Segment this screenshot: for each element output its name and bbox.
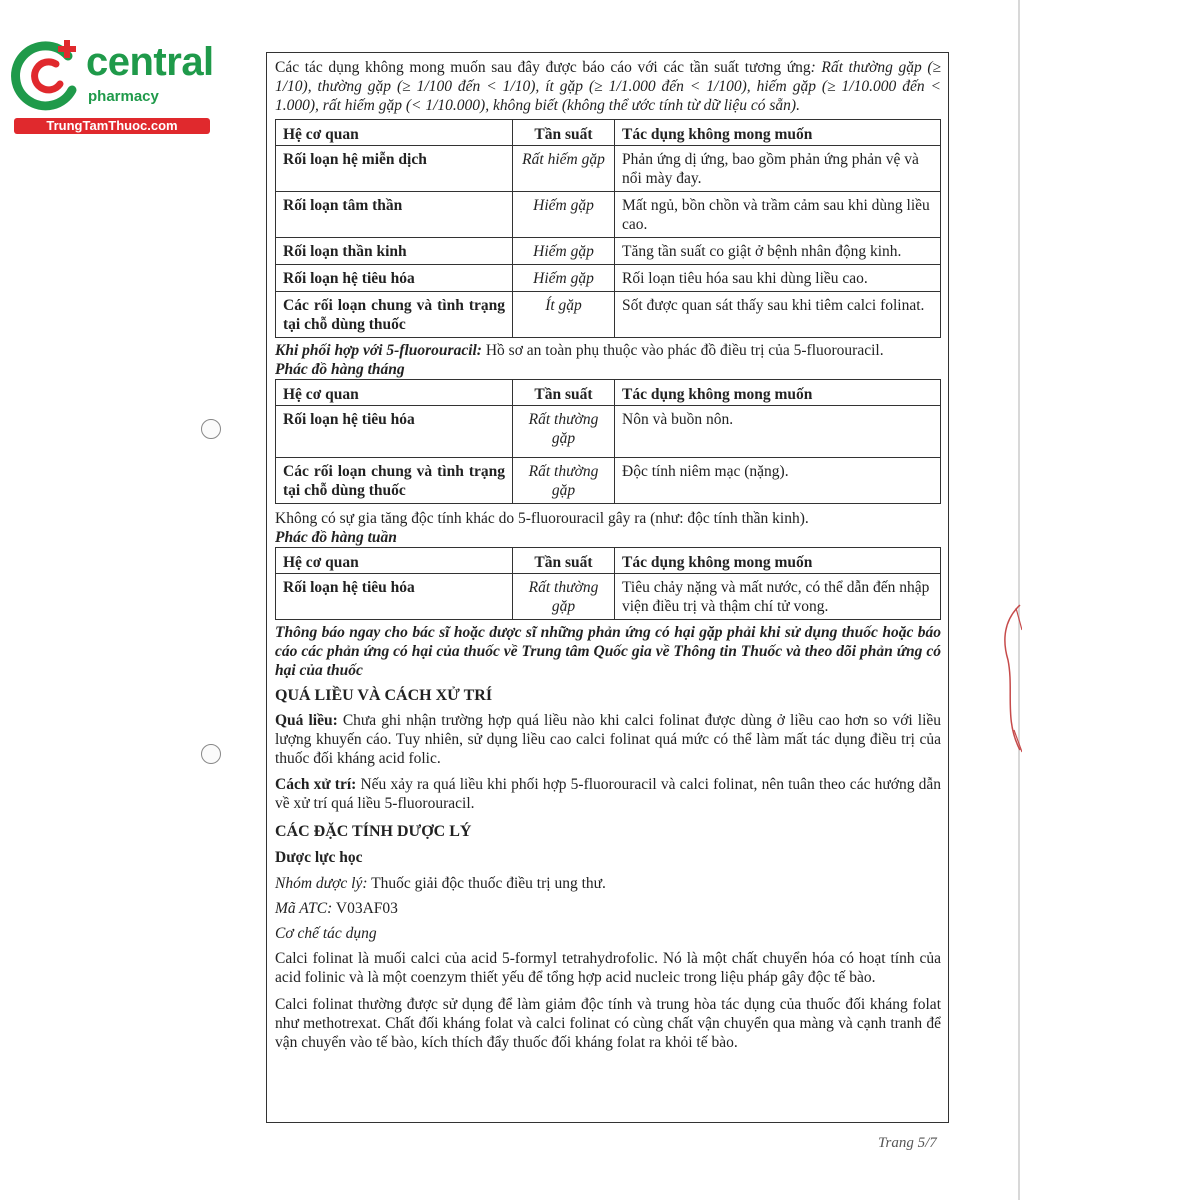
- table-row: Rối loạn hệ tiêu hóa Rất thường gặp Tiêu chảy nặng và mất nước, có thể dẫn đến nhập viện điều trị và thậm chí tử vong.: [276, 574, 941, 620]
- management-paragraph: Cách xử trí: Nếu xảy ra quá liều khi phối hợp 5-fluorouracil và calci folinat, nên tuân theo các hướng dẫn về xử trí quá liều 5-fluorouracil.: [275, 776, 941, 812]
- punch-hole: [201, 744, 221, 764]
- overdose-paragraph: Quá liều: Chưa ghi nhận trường hợp quá liều nào khi calci folinat được dùng ở liều cao hơn so với liều lượng khuyến cáo. Tuy nhiên, sử dụng liều cao calci folinat quá mức có thể làm mất tác dụng điều trị của thuốc đối kháng acid folic.: [275, 712, 941, 767]
- logo-name: central: [86, 40, 214, 84]
- logo-url[interactable]: TrungTamThuoc.com: [14, 118, 210, 134]
- table-row: Rối loạn thần kinh Hiếm gặp Tăng tần suất co giật ở bệnh nhân động kinh.: [276, 238, 941, 265]
- table-row: Rối loạn tâm thần Hiếm gặp Mất ngủ, bồn chồn và trầm cảm sau khi dùng liều cao.: [276, 192, 941, 238]
- document-body: [275, 58, 941, 1052]
- table-row: Rối loạn hệ miễn dịch Rất hiếm gặp Phản ứng dị ứng, bao gồm phản ứng phản vệ và nổi mày đay.: [276, 146, 941, 192]
- table-row: Các rối loạn chung và tình trạng tại chỗ dùng thuốc Ít gặp Sốt được quan sát thấy sau khi tiêm calci folinat.: [276, 292, 941, 338]
- table-row: Rối loạn hệ tiêu hóa Rất thường gặp Nôn và buồn nôn.: [276, 406, 941, 458]
- no-increase-paragraph: Không có sự gia tăng độc tính khác do 5-fluorouracil gây ra (như: độc tính thần kinh).: [275, 510, 809, 527]
- logo-subtitle: pharmacy: [88, 88, 159, 105]
- mechanism-paragraph-2: Calci folinat thường được sử dụng để làm giảm độc tính và trung hòa tác dụng của thuốc đối kháng folat như methotrexat. Chất đối kháng folat và calci folinat có cùng chất vận chuyển qua màng và cạnh tranh để vận chuyển vào tế bào, kích thích đẩy thuốc đối kháng folat ra khỏi tế bào.: [275, 996, 941, 1051]
- weekly-table: [275, 547, 941, 620]
- pharm-group: Nhóm dược lý: Thuốc giải độc thuốc điều trị ung thư.: [275, 875, 606, 892]
- stamp-fragment-icon: [994, 600, 1022, 760]
- monthly-title: Phác đồ hàng tháng: [275, 361, 405, 378]
- pharmacodynamics-title: Dược lực học: [275, 849, 363, 866]
- monthly-table: [275, 379, 941, 504]
- punch-hole: [201, 419, 221, 439]
- mechanism-title: Cơ chế tác dụng: [275, 925, 377, 942]
- intro-paragraph: Các tác dụng không mong muốn sau đây được báo cáo với các tần suất tương ứng: Rất thường gặp (≥ 1/10), thường gặp (≥ 1/100 đến < 1/10), ít gặp (≥ 1/1.000 đến < 1/100), hiếm gặp (≥ 1/10.000 đến < 1.000), rất hiếm gặp (< 1/10.000), không biết (không thể ước tính từ dữ liệu có sẵn).: [275, 59, 941, 114]
- logo-mark-icon: [10, 36, 90, 116]
- atc-code: Mã ATC: V03AF03: [275, 900, 398, 917]
- page-number: Trang 5/7: [878, 1135, 937, 1151]
- weekly-title: Phác đồ hàng tuần: [275, 529, 397, 546]
- table-row: Rối loạn hệ tiêu hóa Hiếm gặp Rối loạn tiêu hóa sau khi dùng liều cao.: [276, 265, 941, 292]
- combo-paragraph: Khi phối hợp với 5-fluorouracil: Hồ sơ an toàn phụ thuộc vào phác đồ điều trị của 5-fluorouracil.: [275, 342, 884, 359]
- adverse-effects-table: [275, 119, 941, 338]
- table-header: Hệ cơ quan Tần suất Tác dụng không mong muốn: [276, 380, 941, 406]
- table-header: Hệ cơ quan Tần suất Tác dụng không mong muốn: [276, 548, 941, 574]
- overdose-heading: QUÁ LIỀU VÀ CÁCH XỬ TRÍ: [275, 687, 493, 704]
- mechanism-paragraph-1: Calci folinat là muối calci của acid 5-formyl tetrahydrofolic. Nó là một chất chuyển hóa có hoạt tính của acid folinic và là một coenzym thiết yếu để tổng hợp acid nucleic trong liệu pháp gây độc tế bào.: [275, 950, 941, 986]
- pharmacology-heading: CÁC ĐẶC TÍNH DƯỢC LÝ: [275, 823, 472, 840]
- report-notice: Thông báo ngay cho bác sĩ hoặc dược sĩ những phản ứng có hại gặp phải khi sử dụng thuốc hoặc báo cáo các phản ứng có hại của thuốc về Trung tâm Quốc gia về Thông tin Thuốc và theo dõi phản ứng có hại của thuốc: [275, 624, 941, 679]
- table-row: Các rối loạn chung và tình trạng tại chỗ dùng thuốc Rất thường gặp Độc tính niêm mạc (nặng).: [276, 458, 941, 504]
- table-header: Hệ cơ quan Tần suất Tác dụng không mong muốn: [276, 120, 941, 146]
